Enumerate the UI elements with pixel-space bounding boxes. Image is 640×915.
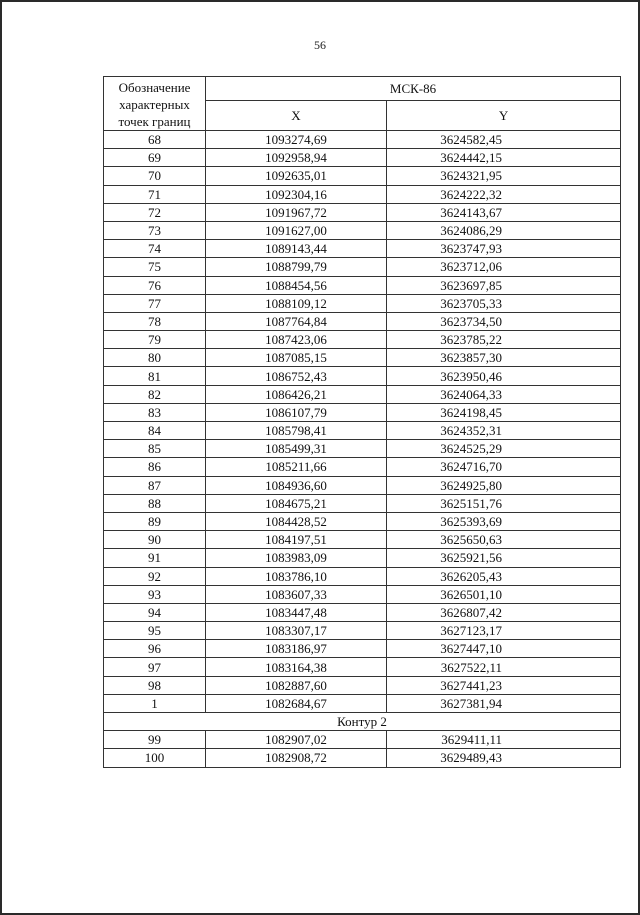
- table-row: [104, 385, 621, 403]
- table-row: [104, 221, 621, 239]
- header-designation: [104, 77, 206, 131]
- y-coordinate-cell: 3624582,45: [387, 131, 621, 149]
- point-number-cell: 74: [104, 240, 206, 258]
- y-coordinate-cell: 3627381,94: [387, 694, 621, 712]
- point-number-cell: 82: [104, 385, 206, 403]
- point-number-cell: 87: [104, 476, 206, 494]
- point-number-cell: 91: [104, 549, 206, 567]
- y-coordinate-cell: 3627123,17: [387, 622, 621, 640]
- point-number-cell: 90: [104, 531, 206, 549]
- table-row: [104, 312, 621, 330]
- table-row: [104, 331, 621, 349]
- header-x: X: [206, 100, 387, 130]
- point-number-cell: 78: [104, 312, 206, 330]
- table-row: [104, 476, 621, 494]
- y-coordinate-cell: 3624442,15: [387, 149, 621, 167]
- y-coordinate-cell: 3629411,11: [387, 731, 621, 749]
- contour-label: Контур 2: [104, 713, 621, 731]
- x-coordinate-cell: 1082908,72: [206, 749, 387, 767]
- table-row: [104, 494, 621, 512]
- x-coordinate-cell: 1083983,09: [206, 549, 387, 567]
- point-number-cell: 89: [104, 512, 206, 530]
- table-body-contour-2: [104, 731, 621, 767]
- y-coordinate-cell: 3627441,23: [387, 676, 621, 694]
- table-row: [104, 167, 621, 185]
- x-coordinate-cell: 1093274,69: [206, 131, 387, 149]
- y-coordinate-cell: 3624925,80: [387, 476, 621, 494]
- table-row: [104, 367, 621, 385]
- x-coordinate-cell: 1086426,21: [206, 385, 387, 403]
- table-row: [104, 676, 621, 694]
- table-row: [104, 422, 621, 440]
- y-coordinate-cell: 3624064,33: [387, 385, 621, 403]
- table-row: [104, 131, 621, 149]
- document-page: [2, 2, 638, 913]
- table-row: [104, 622, 621, 640]
- y-coordinate-cell: 3623697,85: [387, 276, 621, 294]
- x-coordinate-cell: 1082887,60: [206, 676, 387, 694]
- point-number-cell: 80: [104, 349, 206, 367]
- table-row: [104, 185, 621, 203]
- point-number-cell: 100: [104, 749, 206, 767]
- x-coordinate-cell: 1085798,41: [206, 422, 387, 440]
- table-row: [104, 694, 621, 712]
- y-coordinate-cell: 3625393,69: [387, 512, 621, 530]
- point-number-cell: 88: [104, 494, 206, 512]
- point-number-cell: 99: [104, 731, 206, 749]
- y-coordinate-cell: 3626501,10: [387, 585, 621, 603]
- contour-row: [104, 713, 621, 731]
- y-coordinate-cell: 3623734,50: [387, 312, 621, 330]
- y-coordinate-cell: 3626807,42: [387, 603, 621, 621]
- table-row: [104, 531, 621, 549]
- point-number-cell: 95: [104, 622, 206, 640]
- table-row: [104, 294, 621, 312]
- point-number-cell: 97: [104, 658, 206, 676]
- point-number-cell: 72: [104, 203, 206, 221]
- point-number-cell: 81: [104, 367, 206, 385]
- table-row: [104, 403, 621, 421]
- y-coordinate-cell: 3623747,93: [387, 240, 621, 258]
- point-number-cell: 83: [104, 403, 206, 421]
- table-row: [104, 458, 621, 476]
- x-coordinate-cell: 1085211,66: [206, 458, 387, 476]
- x-coordinate-cell: 1088454,56: [206, 276, 387, 294]
- table-row: [104, 149, 621, 167]
- y-coordinate-cell: 3624198,45: [387, 403, 621, 421]
- x-coordinate-cell: 1083164,38: [206, 658, 387, 676]
- header-designation-line: характерных: [119, 97, 190, 112]
- table-row: [104, 640, 621, 658]
- table-row: [104, 749, 621, 767]
- x-coordinate-cell: 1084428,52: [206, 512, 387, 530]
- table-row: [104, 549, 621, 567]
- x-coordinate-cell: 1087423,06: [206, 331, 387, 349]
- table-row: [104, 203, 621, 221]
- x-coordinate-cell: 1082907,02: [206, 731, 387, 749]
- x-coordinate-cell: 1092635,01: [206, 167, 387, 185]
- point-number-cell: 98: [104, 676, 206, 694]
- y-coordinate-cell: 3623712,06: [387, 258, 621, 276]
- header-designation-line: Обозначение: [118, 80, 191, 95]
- x-coordinate-cell: 1083786,10: [206, 567, 387, 585]
- x-coordinate-cell: 1082684,67: [206, 694, 387, 712]
- x-coordinate-cell: 1088799,79: [206, 258, 387, 276]
- x-coordinate-cell: 1086107,79: [206, 403, 387, 421]
- point-number-cell: 86: [104, 458, 206, 476]
- y-coordinate-cell: 3623705,33: [387, 294, 621, 312]
- table-row: [104, 731, 621, 749]
- table-row: [104, 512, 621, 530]
- y-coordinate-cell: 3626205,43: [387, 567, 621, 585]
- y-coordinate-cell: 3627447,10: [387, 640, 621, 658]
- table-body-contour-1: [104, 131, 621, 713]
- table-row: [104, 440, 621, 458]
- x-coordinate-cell: 1083307,17: [206, 622, 387, 640]
- point-number-cell: 77: [104, 294, 206, 312]
- header-coordinate-system: МСК-86: [206, 77, 621, 101]
- x-coordinate-cell: 1084197,51: [206, 531, 387, 549]
- x-coordinate-cell: 1086752,43: [206, 367, 387, 385]
- x-coordinate-cell: 1092958,94: [206, 149, 387, 167]
- y-coordinate-cell: 3624525,29: [387, 440, 621, 458]
- y-coordinate-cell: 3624086,29: [387, 221, 621, 239]
- y-coordinate-cell: 3627522,11: [387, 658, 621, 676]
- point-number-cell: 94: [104, 603, 206, 621]
- x-coordinate-cell: 1092304,16: [206, 185, 387, 203]
- y-coordinate-cell: 3624222,32: [387, 185, 621, 203]
- point-number-cell: 84: [104, 422, 206, 440]
- table-row: [104, 658, 621, 676]
- x-coordinate-cell: 1083607,33: [206, 585, 387, 603]
- x-coordinate-cell: 1083186,97: [206, 640, 387, 658]
- coordinates-table: [103, 76, 621, 768]
- table-row: [104, 567, 621, 585]
- point-number-cell: 92: [104, 567, 206, 585]
- point-number-cell: 70: [104, 167, 206, 185]
- y-coordinate-cell: 3625650,63: [387, 531, 621, 549]
- x-coordinate-cell: 1084675,21: [206, 494, 387, 512]
- table-row: [104, 585, 621, 603]
- point-number-cell: 79: [104, 331, 206, 349]
- point-number-cell: 76: [104, 276, 206, 294]
- y-coordinate-cell: 3629489,43: [387, 749, 621, 767]
- x-coordinate-cell: 1087764,84: [206, 312, 387, 330]
- header-designation-line: точек границ: [118, 114, 191, 129]
- point-number-cell: 93: [104, 585, 206, 603]
- y-coordinate-cell: 3624143,67: [387, 203, 621, 221]
- point-number-cell: 75: [104, 258, 206, 276]
- y-coordinate-cell: 3625151,76: [387, 494, 621, 512]
- point-number-cell: 73: [104, 221, 206, 239]
- header-y: Y: [387, 100, 621, 130]
- y-coordinate-cell: 3625921,56: [387, 549, 621, 567]
- table-row: [104, 258, 621, 276]
- x-coordinate-cell: 1087085,15: [206, 349, 387, 367]
- table-row: [104, 603, 621, 621]
- table-row: [104, 276, 621, 294]
- x-coordinate-cell: 1091627,00: [206, 221, 387, 239]
- table-row: [104, 240, 621, 258]
- x-coordinate-cell: 1085499,31: [206, 440, 387, 458]
- y-coordinate-cell: 3624321,95: [387, 167, 621, 185]
- table-row: [104, 349, 621, 367]
- y-coordinate-cell: 3624352,31: [387, 422, 621, 440]
- point-number-cell: 1: [104, 694, 206, 712]
- page-number: 56: [314, 38, 326, 52]
- x-coordinate-cell: 1089143,44: [206, 240, 387, 258]
- point-number-cell: 71: [104, 185, 206, 203]
- point-number-cell: 69: [104, 149, 206, 167]
- x-coordinate-cell: 1088109,12: [206, 294, 387, 312]
- x-coordinate-cell: 1091967,72: [206, 203, 387, 221]
- y-coordinate-cell: 3623857,30: [387, 349, 621, 367]
- x-coordinate-cell: 1083447,48: [206, 603, 387, 621]
- point-number-cell: 85: [104, 440, 206, 458]
- point-number-cell: 96: [104, 640, 206, 658]
- y-coordinate-cell: 3623785,22: [387, 331, 621, 349]
- point-number-cell: 68: [104, 131, 206, 149]
- y-coordinate-cell: 3623950,46: [387, 367, 621, 385]
- x-coordinate-cell: 1084936,60: [206, 476, 387, 494]
- y-coordinate-cell: 3624716,70: [387, 458, 621, 476]
